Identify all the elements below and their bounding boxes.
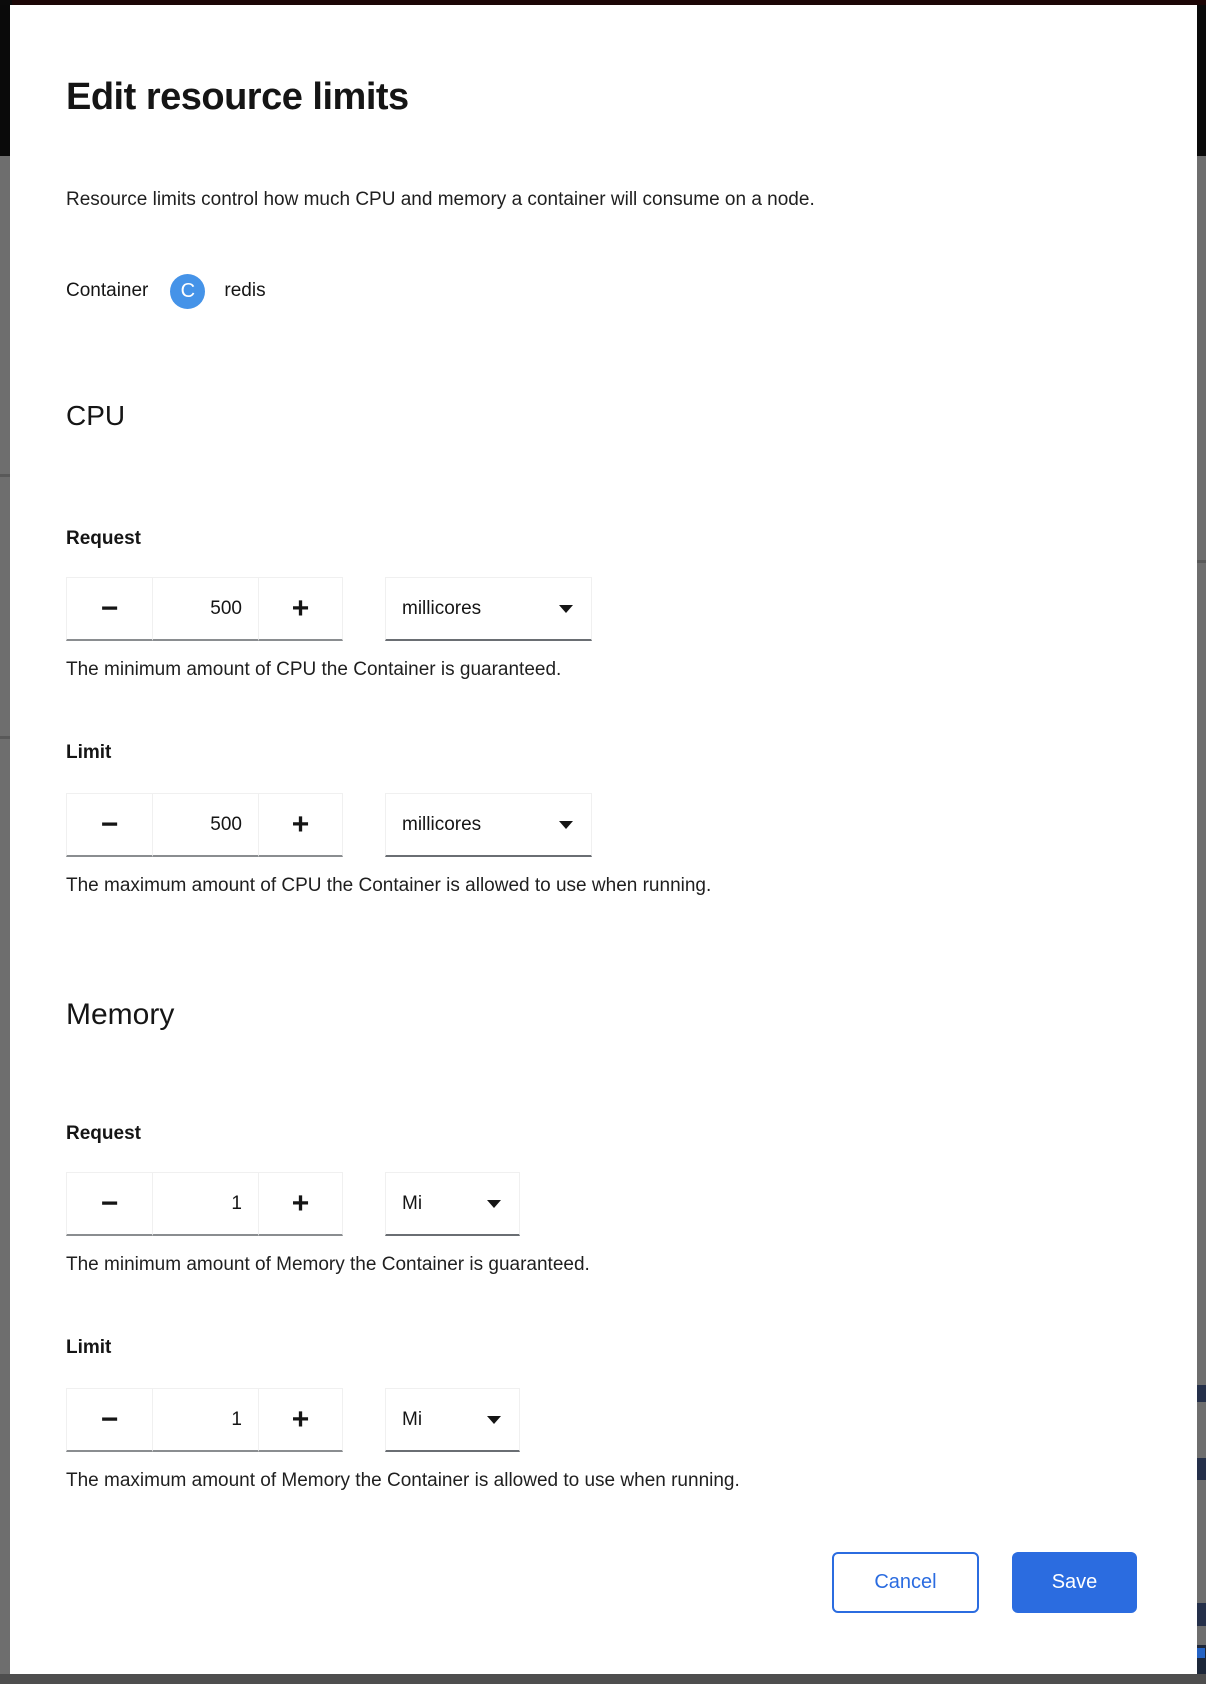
memory-limit-unit-value: Mi	[402, 1408, 423, 1430]
cpu-limit-unit-dropdown[interactable]	[385, 793, 592, 857]
backdrop-top-strip	[0, 0, 1206, 5]
save-button[interactable]: Save	[1012, 1552, 1137, 1613]
memory-request-unit-value: Mi	[402, 1192, 423, 1214]
memory-limit-label: Limit	[66, 1337, 112, 1358]
backdrop-right-strip	[1197, 5, 1206, 1684]
modal-footer	[66, 1552, 1137, 1613]
cpu-limit-number-input	[66, 793, 343, 857]
cpu-request-number-input	[66, 577, 343, 641]
cpu-request-unit-value: millicores	[402, 597, 482, 619]
cpu-limit-unit-value: millicores	[402, 813, 482, 835]
cpu-limit-help: The maximum amount of CPU the Container is allowed to use when running.	[66, 875, 712, 896]
cpu-limit-value-input[interactable]	[153, 793, 258, 857]
memory-request-unit-dropdown[interactable]	[385, 1172, 520, 1236]
container-name: redis	[224, 280, 266, 301]
cpu-request-label: Request	[66, 528, 141, 549]
section-heading-memory: Memory	[66, 998, 175, 1031]
cpu-request-plus-button[interactable]: +	[258, 577, 343, 641]
container-row	[66, 273, 1137, 309]
container-label: Container	[66, 280, 149, 301]
cpu-limit-input-row	[66, 793, 1137, 857]
cpu-limit-minus-button[interactable]: −	[66, 793, 153, 857]
backdrop-right-content	[1197, 1458, 1206, 1480]
memory-limit-unit-dropdown[interactable]	[385, 1388, 520, 1452]
modal-title: Edit resource limits	[66, 76, 409, 118]
cancel-button[interactable]: Cancel	[832, 1552, 979, 1613]
backdrop-left-dark	[0, 5, 10, 156]
backdrop-right-content	[1197, 1385, 1206, 1402]
memory-limit-number-input	[66, 1388, 343, 1452]
memory-limit-value-input[interactable]	[153, 1388, 258, 1452]
cpu-request-minus-button[interactable]: −	[66, 577, 153, 641]
backdrop-right-dark	[1197, 5, 1206, 156]
memory-request-minus-button[interactable]: −	[66, 1172, 153, 1236]
memory-limit-plus-button[interactable]: +	[258, 1388, 343, 1452]
memory-request-label: Request	[66, 1123, 141, 1144]
backdrop-left-strip	[0, 5, 10, 1684]
memory-request-value-input[interactable]	[153, 1172, 258, 1236]
memory-limit-minus-button[interactable]: −	[66, 1388, 153, 1452]
memory-limit-input-row	[66, 1388, 1137, 1452]
backdrop-bottom-strip	[0, 1674, 1206, 1684]
backdrop-right-accent	[1197, 1648, 1205, 1658]
memory-request-number-input	[66, 1172, 343, 1236]
cpu-limit-label: Limit	[66, 742, 112, 763]
container-badge-icon: C	[170, 274, 205, 309]
backdrop-left-divider	[0, 736, 10, 739]
caret-down-icon	[559, 605, 573, 613]
memory-limit-help: The maximum amount of Memory the Container is allowed to use when running.	[66, 1470, 740, 1491]
cpu-request-input-row	[66, 577, 1137, 641]
edit-resource-limits-modal	[10, 5, 1197, 1674]
backdrop-right-content	[1197, 1603, 1206, 1626]
caret-down-icon	[487, 1200, 501, 1208]
memory-request-plus-button[interactable]: +	[258, 1172, 343, 1236]
modal-description: Resource limits control how much CPU and memory a container will consume on a node.	[66, 189, 815, 210]
memory-request-help: The minimum amount of Memory the Container is guaranteed.	[66, 1254, 590, 1275]
caret-down-icon	[559, 821, 573, 829]
memory-request-input-row	[66, 1172, 1137, 1236]
section-heading-cpu: CPU	[66, 400, 126, 431]
backdrop-right-divider	[1197, 560, 1206, 563]
cpu-request-value-input[interactable]	[153, 577, 258, 641]
caret-down-icon	[487, 1416, 501, 1424]
backdrop-top-left-notch	[0, 0, 12, 5]
backdrop-left-divider	[0, 474, 10, 477]
cpu-request-unit-dropdown[interactable]	[385, 577, 592, 641]
cpu-limit-plus-button[interactable]: +	[258, 793, 343, 857]
cpu-request-help: The minimum amount of CPU the Container is guaranteed.	[66, 659, 562, 680]
